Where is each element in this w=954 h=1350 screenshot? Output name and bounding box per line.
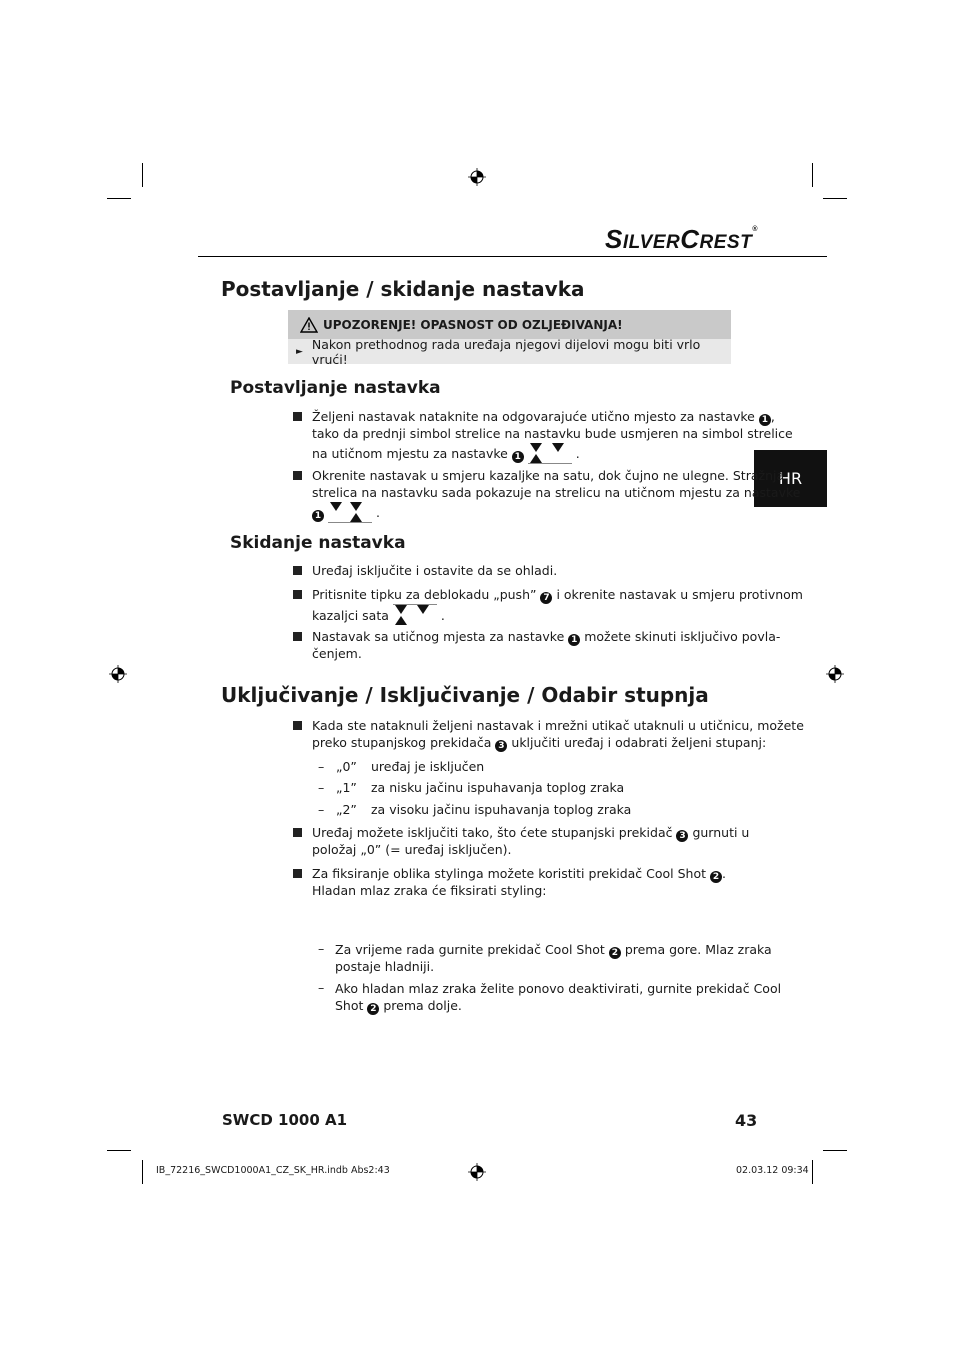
warning-triangle-icon [300,317,318,333]
crop-mark [812,163,813,187]
crop-mark [823,198,847,199]
bullet [293,590,302,599]
crop-mark [142,1160,143,1184]
registration-mark-icon [468,1163,486,1181]
print-file-info: IB_72216_SWCD1000A1_CZ_SK_HR.indb Abs2:43 [156,1165,390,1176]
part-number-badge: 2 [710,871,722,883]
part-number-badge: 3 [495,740,507,752]
subsection-heading: Postavljanje nastavka [230,378,441,398]
bullet [293,828,302,837]
paragraph: Shot 2 prema dolje. [335,998,462,1014]
header-rule [198,256,827,257]
part-number-badge: 1 [759,414,771,426]
part-number-badge: 1 [512,451,524,463]
registration-mark-icon [826,665,844,683]
section-title: Postavljanje / skidanje nastavka [221,277,585,301]
warning-title: UPOZORENJE! OPASNOST OD OZLJEĐIVANJA! [323,317,623,332]
list-item: – „0” uređaj je isključen [318,759,485,774]
paragraph: Hladan mlaz zraka će fiksirati styling: [312,883,547,898]
warning-text: Nakon prethodnog rada uređaja njegovi dijelovi mogu biti vrlo vrući! [311,336,701,367]
arrow-symbols-icon [393,604,437,626]
bullet [293,471,302,480]
paragraph: Okrenite nastavak u smjeru kazaljke na satu, dok čujno ne ulegne. Stražnja [312,468,785,483]
bullet [293,566,302,575]
paragraph: 1 . [312,501,380,523]
print-date: 02.03.12 09:34 [736,1165,809,1176]
paragraph: Ako hladan mlaz zraka želite ponovo deaktivirati, gurnite prekidač Cool [335,981,782,996]
paragraph: Uređaj isključite i ostavite da se ohladi. [312,563,558,578]
arrow-symbols-icon [528,442,572,464]
silvercrest-logo: SILVERCREST® [605,224,758,254]
page-number: 43 [735,1111,758,1130]
paragraph: čenjem. [312,646,362,661]
paragraph: preko stupanjskog prekidača 3 uključiti uređaj i odabrati željeni stupanj: [312,735,767,751]
crop-mark [107,1150,131,1151]
list-item: – [318,980,325,995]
part-number-badge: 1 [312,510,324,522]
paragraph: postaje hladniji. [335,959,435,974]
bullet [293,632,302,641]
part-number-badge: 1 [568,634,580,646]
part-number-badge: 3 [676,830,688,842]
list-item: – [318,941,325,956]
crop-mark [107,198,131,199]
list-item: – „1” za nisku jačinu ispuhavanja toplog zraka [318,780,625,795]
paragraph: Za vrijeme rada gurnite prekidač Cool Shot 2 prema gore. Mlaz zraka [335,942,772,958]
paragraph: Pritisnite tipku za deblokadu „push” 7 i okrenite nastavak u smjeru protivnom [312,587,803,603]
section-title: Uključivanje / Isključivanje / Odabir stupnja [221,683,709,707]
bullet [293,721,302,730]
crop-mark [142,163,143,187]
part-number-badge: 2 [609,947,621,959]
crop-mark [823,1150,847,1151]
arrow-icon: ► [296,346,303,357]
paragraph: Za fiksiranje oblika stylinga možete koristiti prekidač Cool Shot 2 . [312,866,726,882]
paragraph: Nastavak sa utičnog mjesta za nastavke 1 možete skinuti isključivo povla- [312,629,781,645]
subsection-heading: Skidanje nastavka [230,533,406,553]
list-item: – „2” za visoku jačinu ispuhavanja toplog zraka [318,802,632,817]
paragraph: strelica na nastavku sada pokazuje na strelicu na utičnom mjestu za nastavke [312,485,801,500]
paragraph: kazaljci sata . [312,604,445,626]
registration-mark-icon [109,665,127,683]
language-tab: HR [754,450,827,507]
part-number-badge: 7 [540,592,552,604]
paragraph: Uređaj možete isključiti tako, što ćete stupanjski prekidač 3 gurnuti u [312,825,750,841]
bullet [293,869,302,878]
paragraph: Kada ste nataknuli željeni nastavak i mrežni utikač utaknuli u utičnicu, možete [312,718,804,733]
paragraph: tako da prednji simbol strelice na nastavku bude usmjeren na simbol strelice [312,426,793,441]
crop-mark [812,1160,813,1184]
arrow-symbols-icon [328,501,372,523]
paragraph: položaj „0” (= uređaj isključen). [312,842,512,857]
part-number-badge: 2 [367,1003,379,1015]
paragraph: Željeni nastavak nataknite na odgovarajuće utično mjesto za nastavke 1 , [312,409,775,425]
paragraph: na utičnom mjestu za nastavke 1 . [312,442,580,464]
model-number: SWCD 1000 A1 [222,1111,348,1129]
registration-mark-icon [468,168,486,186]
warning-box [288,310,731,367]
bullet [293,412,302,421]
